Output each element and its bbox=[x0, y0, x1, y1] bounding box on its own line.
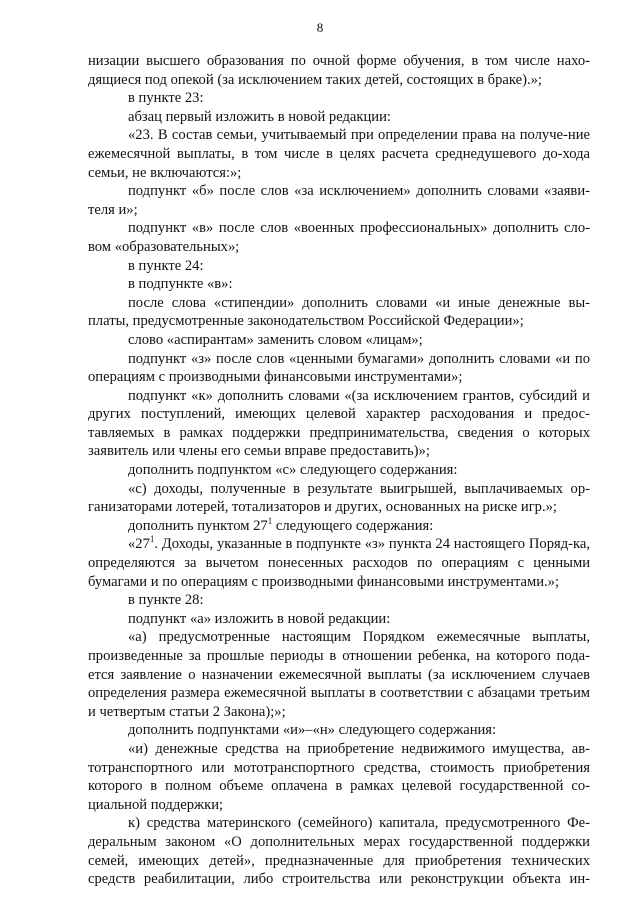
superscript: 1 bbox=[267, 515, 273, 526]
paragraph bbox=[88, 108, 590, 127]
paragraph-text: в пункте 28: bbox=[128, 592, 204, 609]
paragraph-text: подпункт «к» дополнить словами «(за исключением грантов, субсидий и других поступлений, имеющих целевой характер расходования и предос-тавляемых в рамках поддержки предпринимательства, сведения о которых заявитель или члены его семьи вправе предоставить)»; bbox=[88, 387, 590, 460]
paragraph bbox=[88, 350, 590, 387]
paragraph bbox=[88, 628, 590, 721]
paragraph-text: абзац первый изложить в новой редакции: bbox=[128, 108, 391, 125]
paragraph bbox=[88, 89, 590, 108]
paragraph bbox=[88, 591, 590, 610]
paragraph-text: низации высшего образования по очной форме обучения, в том числе нахо-дящиеся под опекой (за исключением таких детей, состоящих в браке).»; bbox=[88, 53, 590, 88]
paragraph-text: подпункт «з» после слов «ценными бумагами» дополнить словами «и по операциям с производными финансовыми инструментами»; bbox=[88, 350, 590, 386]
superscript: 1 bbox=[149, 534, 155, 545]
paragraph-text-continued: следующего содержания: bbox=[272, 517, 434, 534]
page-number: 8 bbox=[316, 20, 324, 35]
paragraph-text: в пункте 24: bbox=[128, 257, 204, 274]
paragraph-text: подпункт «б» после слов «за исключением» дополнить словами «заяви-теля и»; bbox=[88, 183, 590, 218]
paragraph bbox=[88, 257, 590, 276]
paragraph bbox=[88, 331, 590, 350]
paragraph bbox=[88, 52, 590, 89]
paragraph bbox=[88, 387, 590, 461]
paragraph bbox=[88, 275, 590, 294]
paragraph-text: «27 bbox=[128, 536, 150, 553]
paragraph-text: «и) денежные средства на приобретение недвижимого имущества, ав-тотранспортного или мототранспортного средства, стоимость приобретения которого в полном объеме оплачена в рамках целевой государственной со-циальной поддержки; bbox=[88, 740, 590, 813]
paragraph-text: дополнить пунктом 27 bbox=[128, 517, 268, 534]
paragraph-text-continued: . Доходы, указанные в подпункте «з» пункта 24 настоящего Поряд-ка, определяются за вычетом понесенных расходов по операциям с ценными бумагами и по операциям с производными финансовыми инструментами.»; bbox=[88, 536, 590, 590]
paragraph-text: к) средства материнского (семейного) капитала, предусмотренного Фе-деральным законом «О дополнительных мерах государственной поддержки семей, имеющих детей», предназначенные для приобретения технических средств реабилитации, либо строительства или реконструкции объекта ин- bbox=[88, 815, 590, 888]
paragraph-text: дополнить подпунктом «с» следующего содержания: bbox=[128, 462, 458, 479]
paragraph bbox=[88, 294, 590, 331]
paragraph bbox=[88, 740, 590, 814]
paragraph bbox=[88, 461, 590, 480]
paragraph-text: в пункте 23: bbox=[128, 90, 204, 107]
paragraph bbox=[88, 610, 590, 629]
paragraph-text: «а) предусмотренные настоящим Порядком ежемесячные выплаты, произведенные за прошлые периоды в отношении ребенка, на которого пода-ется заявление о назначении ежемесячной выплаты (за исключением случаев определения размера ежемесячной выплаты в соответствии с абзацами третьим и четвертым статьи 2 Закона);»; bbox=[88, 629, 590, 720]
paragraph bbox=[88, 182, 590, 219]
paragraph-text: «с) доходы, полученные в результате выигрышей, выплачиваемых ор-ганизаторами лотерей, тотализаторов и других, основанных на риске игр.»; bbox=[88, 480, 590, 516]
paragraph bbox=[88, 535, 590, 591]
paragraph bbox=[88, 480, 590, 517]
paragraph bbox=[88, 721, 590, 740]
paragraph-text: в подпункте «в»: bbox=[128, 276, 233, 293]
paragraph-text: слово «аспирантам» заменить словом «лицам»; bbox=[128, 331, 423, 348]
paragraph bbox=[88, 126, 590, 182]
document-body bbox=[88, 52, 590, 889]
paragraph-text: «23. В состав семьи, учитываемый при определении права на получе-ние ежемесячной выплаты, в том числе в целях расчета среднедушевого до-хода семьи, не включаются:»; bbox=[88, 127, 590, 181]
paragraph-text: подпункт «в» после слов «военных профессиональных» дополнить сло-вом «образовательных»; bbox=[88, 220, 590, 255]
paragraph-text: дополнить подпунктами «и»–«н» следующего содержания: bbox=[128, 722, 497, 739]
paragraph-text: после слова «стипендии» дополнить словами «и иные денежные вы-платы, предусмотренные законодательством Российской Федерации»; bbox=[88, 294, 590, 330]
paragraph bbox=[88, 517, 590, 536]
paragraph-text: подпункт «а» изложить в новой редакции: bbox=[128, 610, 391, 627]
paragraph bbox=[88, 814, 590, 888]
paragraph bbox=[88, 219, 590, 256]
